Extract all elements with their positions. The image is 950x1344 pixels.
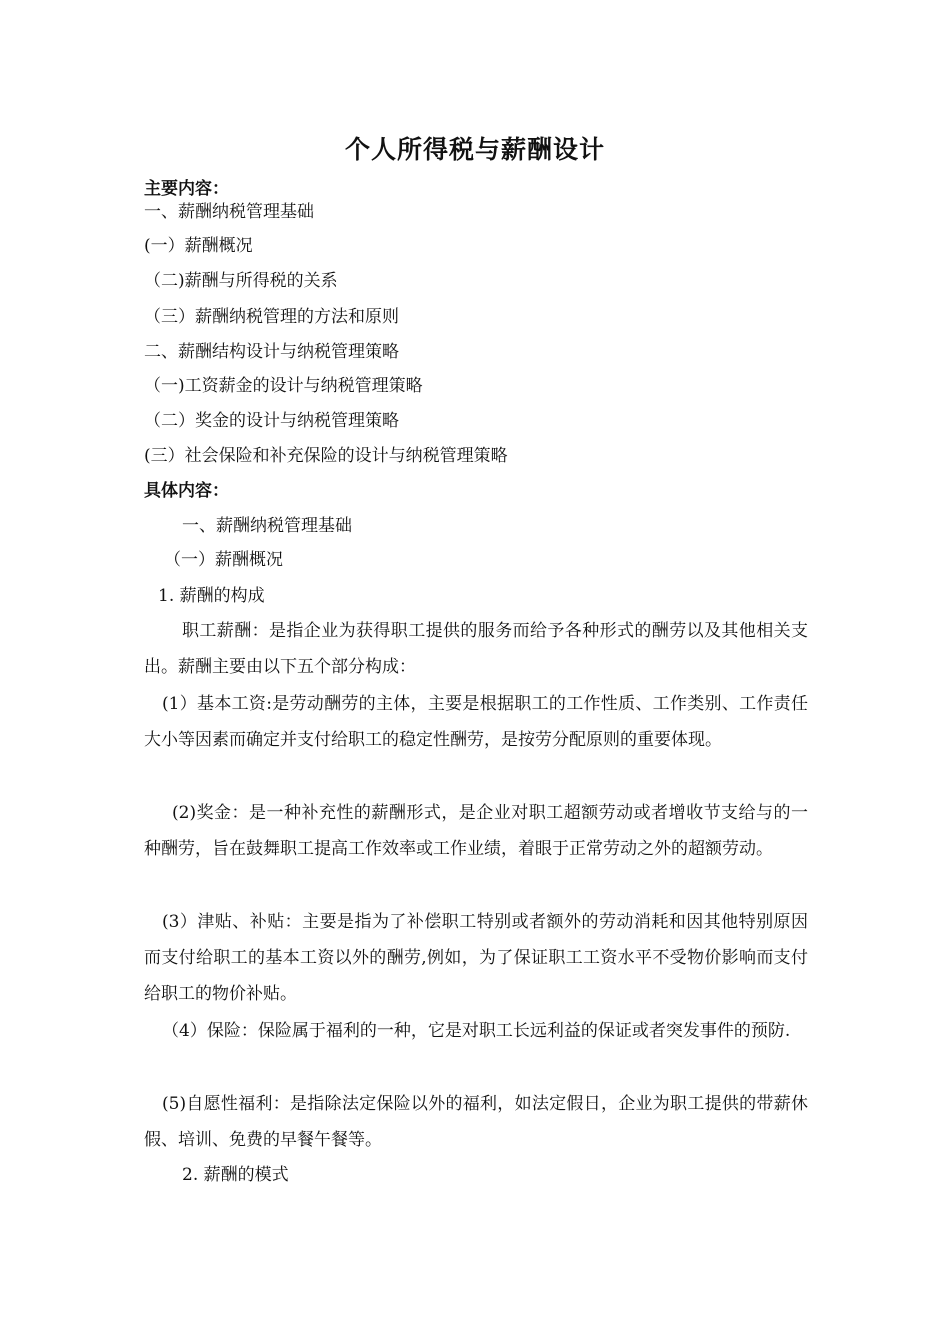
item-heading: 2. 薪酬的模式 xyxy=(182,1165,289,1185)
outline-item: （二)薪酬与所得税的关系 xyxy=(144,271,338,291)
paragraph-intro: 职工薪酬：是指企业为获得职工提供的服务而给予各种形式的酬劳以及其他相关支出。薪酬主要由以下五个部分构成： xyxy=(144,621,808,677)
outline-item: 二、薪酬结构设计与纳税管理策略 xyxy=(144,342,399,362)
outline-item: (三）社会保险和补充保险的设计与纳税管理策略 xyxy=(144,446,508,466)
paragraph-allowance: (3）津贴、补贴：主要是指为了补偿职工特别或者额外的劳动消耗和因其他特别原因而支付给职工的基本工资以外的酬劳,例如，为了保证职工工资水平不受物价影响而支付给职工的物价补贴。 xyxy=(144,912,808,1004)
outline-item: (一）薪酬概况 xyxy=(144,236,253,256)
subsection-heading: （一）薪酬概况 xyxy=(164,550,283,570)
item-heading: 1. 薪酬的构成 xyxy=(158,586,265,606)
main-content-heading: 主要内容： xyxy=(144,179,229,199)
section-heading: 一、薪酬纳税管理基础 xyxy=(182,516,352,536)
outline-item: 一、薪酬纳税管理基础 xyxy=(144,202,314,222)
paragraph-voluntary-benefits: (5)自愿性福利：是指除法定保险以外的福利，如法定假日，企业为职工提供的带薪休假、培训、免费的早餐午餐等。 xyxy=(144,1094,808,1150)
paragraph-bonus: (2)奖金：是一种补充性的薪酬形式，是企业对职工超额劳动或者增收节支给与的一种酬劳，旨在鼓舞职工提高工作效率或工作业绩，着眼于正常劳动之外的超额劳动。 xyxy=(144,803,808,859)
document-title: 个人所得税与薪酬设计 xyxy=(344,135,605,164)
paragraph-insurance: （4）保险：保险属于福利的一种，它是对职工长远利益的保证或者突发事件的预防. xyxy=(162,1021,791,1041)
outline-item: （二）奖金的设计与纳税管理策略 xyxy=(144,411,399,431)
detail-content-heading: 具体内容： xyxy=(144,481,229,501)
paragraph-basic-salary: (1）基本工资:是劳动酬劳的主体，主要是根据职工的工作性质、工作类别、工作责任大小等因素而确定并支付给职工的稳定性酬劳，是按劳分配原则的重要体现。 xyxy=(144,694,808,750)
outline-item: （三）薪酬纳税管理的方法和原则 xyxy=(144,307,399,327)
outline-item: （一)工资薪金的设计与纳税管理策略 xyxy=(144,376,423,396)
